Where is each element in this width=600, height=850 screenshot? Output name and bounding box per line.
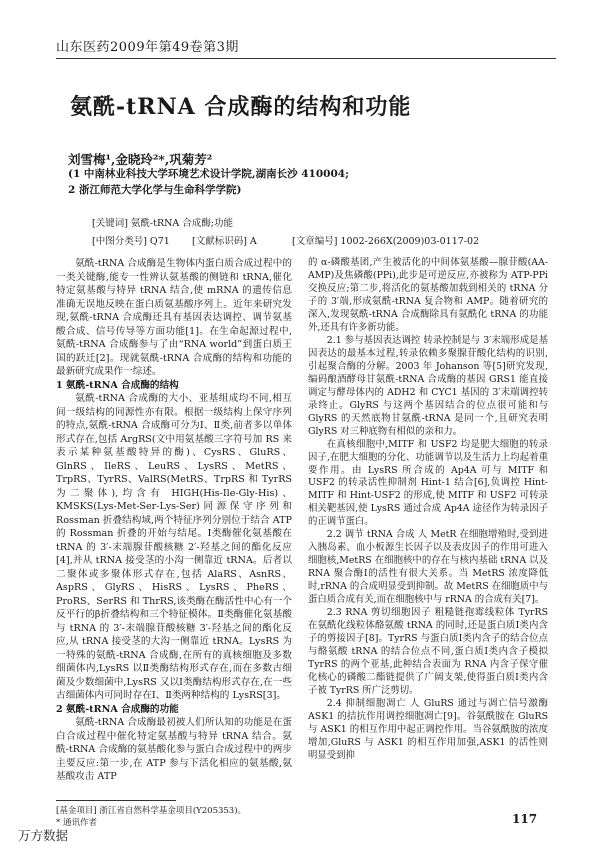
affiliation-2: 2 浙江师范大学化学与生命科学学院) bbox=[68, 184, 242, 196]
page-number: 117 bbox=[512, 812, 538, 826]
mitf-paragraph: 在真核细胞中,MITF 和 USF2 均是肥大细胞的转录因子,在肥大细胞的分化、功能调节以及生活力上均起着重要作用。由 LysRS 所合成的 Ap4A 可与 MITF 和 USF2 的转录活性抑制剂 Hint-1 结合[6],负调控 Hint-MITF 和 Hint-USF2 的形成,使 MITF 和 USF2 可转录相关靶基因,使 LysRS 通过合成 Ap4A 途径作为转录因子的正调节蛋白。 bbox=[308, 438, 548, 528]
right-column bbox=[308, 257, 548, 763]
left-column bbox=[56, 257, 292, 784]
document-code: [文献标识码] A bbox=[192, 236, 257, 247]
subsection-rna-splicing: 2.3 RNA 剪切细胞因子 粗糙链孢霉线粒体 TyrRS 在氨酰化线粒体酪氨酸 tRNA 的同时,还是蛋白质Ⅰ类内含子的剪接因子[8]。TyrRS 与蛋白质Ⅰ类内含子的结合位点与酪氨酸 tRNA 的结合位点不同,蛋白质Ⅰ类内含子模拟 TyrRS 的两个亚基,此种结合表面为 RNA 内含子保守催化核心的磷酸二酯链提供了广阔支架,使得蛋白质Ⅰ类内含子被 TyrRS 所广泛剪切。 bbox=[308, 607, 548, 696]
header-rule bbox=[56, 58, 556, 59]
intro-paragraph: 氨酰-tRNA 合成酶是生物体内蛋白质合成过程中的一类关键酶,能专一性辨认氨基酸的侧链和 tRNA,催化特定氨基酸与特异 tRNA 结合,使 mRNA 的遗传信息准确无误地反映在蛋白质氨基酸序列上。近年来研究发现,氨酰-tRNA 合成酶还具有基因表达调控、调节氨基酸合成、信号传导等方面功能[1]。在生命起源过程中,氨酰-tRNA 合成酶参与了由“RNA world”到蛋白质王国的跃迁[2]。现就氨酰-tRNA 合成酶的结构和功能的最新研究成果作一综述。 bbox=[56, 258, 292, 377]
footnote-corresponding: * 通讯作者 bbox=[56, 818, 97, 828]
subsection-gene-regulation: 2.1 参与基因表达调控 转录控制是与 3′末端形成是基因表达的最基本过程,转录依赖多聚腺苷酸化结构的识别,引起聚合酶的分解。2003 年 Johanson 等[5]研究发现,编码酿酒酵母甘氨酰-tRNA 合成酶的基因 GRS1 能直接调定与酵母体内的 ADH2 和 CYC1 基因的 3′末端调控转录终止。GlyRS 与这两个基因结合的位点很可能和与 GlyRS 的天然底物甘氨酰-tRNA 是同一个,且研究表明 GlyRS 对三种底物有相似的亲和力。 bbox=[308, 334, 548, 437]
section-heading-function: 2 氨酰-tRNA 合成酶的功能 bbox=[56, 703, 179, 715]
author-list: 刘雪梅¹,金晓玲²*,巩菊芳² bbox=[68, 152, 213, 167]
article-title: 氨酰-tRNA 合成酶的结构和功能 bbox=[70, 94, 412, 120]
journal-header: 山东医药2009年第49卷第3期 bbox=[56, 40, 239, 55]
structure-paragraph: 氨酰-tRNA 合成酶的大小、亚基组成均不同,相互间一级结构的同源性亦有限。根据一级结构上保守序列的特点,氨酰-tRNA 合成酶可分为Ⅰ、Ⅱ类,前者多以单体形式存在,包括 ArgRS(文中用氨基酸三字符号加 RS 来表示某种氨基酸特异的酶)、CysRS、GluRS、GlnRS、IleRS、LeuRS、LysRS、MetRS、TrpRS、TyrRS、ValRS(MetRS、TrpRS 和 TyrRS 为二聚体),均含有 HIGH(His-Ile-Gly-His)、KMSKS(Lys-Met-Ser-Lys-Ser)同源保守序列和 Rossman 折叠结构域,两个特征序列分别位于结合 ATP 的 Rossman 折叠的开始与结尾。Ⅰ类酶催化氨基酸在 tRNA 的 3′-末端腺苷酸核糖 2′-羟基之间的酯化反应[4],并从 tRNA 接受茎的小沟一侧靠近 tRNA。后者以二聚体或多聚体形式存在,包括 AlaRS、AsnRS、AspRS、GlyRS、HisRS、LysRS、PheRS、ProRS、SerRS 和 ThrRS,该类酶在酶活性中心有一个反平行的β折叠结构和三个特征模体。Ⅱ类酶催化氨基酸与 tRNA 的 3′-末端腺苷酸核糖 3′-羟基之间的酯化反应,从 tRNA 接受茎的大沟一侧靠近 tRNA。LysRS 为一特殊的氨酰-tRNA 合成酶,在所有的真核细胞及多数细菌体内,LysRS 以Ⅱ类酶结构形式存在,而在多数古细菌及少数细菌中,LysRS 又以Ⅰ类酶结构形式存在,在一些古细菌体内可同时存在Ⅰ、Ⅱ类两种结构的 LysRS[3]。 bbox=[56, 393, 292, 701]
footnote-funding: [基金项目] 浙江省自然科学基金项目(Y205353)。 bbox=[56, 806, 247, 816]
subsection-apoptosis: 2.4 抑制细胞凋亡 人 GluRS 通过与凋亡信号激酶 ASK1 的拮抗作用调控细胞凋亡[9]。谷氨酰胺在 GluRS 与 ASK1 的相互作用中起正调控作用。当谷氨酰胺的浓度增加,GluRS 与 ASK1 的相互作用加强,ASK1 的活性则明显受到抑 bbox=[308, 697, 548, 761]
section-heading-structure: 1 氨酰-tRNA 合成酶的结构 bbox=[56, 379, 179, 391]
article-number: [文章编号] 1002-266X(2009)03-0117-02 bbox=[292, 236, 480, 247]
function-paragraph: 氨酰-tRNA 合成酶最初被人们所认知的功能是在蛋白合成过程中催化特定氨基酸与特异 tRNA 结合。氨酰-tRNA 合成酶的氨基酸化参与蛋白合成过程中的两步主要反应:第一步,在 ATP 参与下活化相应的氨基酸,氨基酸攻击 ATP bbox=[56, 717, 292, 782]
keywords: [关键词] 氨酰-tRNA 合成酶;功能 bbox=[92, 218, 234, 229]
footnote-rule bbox=[56, 800, 176, 801]
affiliation-1: (1 中南林业科技大学环境艺术设计学院,湖南长沙 410004; bbox=[68, 168, 349, 180]
function-paragraph-cont: 的 α-磷酸基团,产生被活化的中间体氨基酸—腺苷酸(AA-AMP)及焦磷酸(PPi),此步是可逆反应,亦被称为 ATP-PPi 交换反应;第二步,将活化的氨基酸加载到相关的 tRNA 分子的 3′端,形成氨酰-tRNA 复合物和 AMP。随着研究的深入,发现氨酰-tRNA 合成酶除具有氨酰化 tRNA 的功能外,还具有许多新功能。 bbox=[308, 257, 548, 333]
subsection-trna-synthesis: 2.2 调节 tRNA 合成 人 MetR 在细胞增殖时,受到进入胰岛素、血小板源生长因子以及表皮因子的作用可进入细胞核,MetRS 在细胞核中的存在与核内基础 tRNA 以及 RNA 聚合酶Ⅰ的活性有很大关系。当 MetRS 浓度降低时,rRNA 的合成明显受到抑制。故 MetRS 在细胞质中与蛋白质合成有关,而在细胞核中与 rRNA 的合成有关[7]。 bbox=[308, 529, 548, 606]
watermark: 万方数据 bbox=[18, 828, 69, 843]
clc-number: [中图分类号] Q71 bbox=[92, 236, 170, 247]
